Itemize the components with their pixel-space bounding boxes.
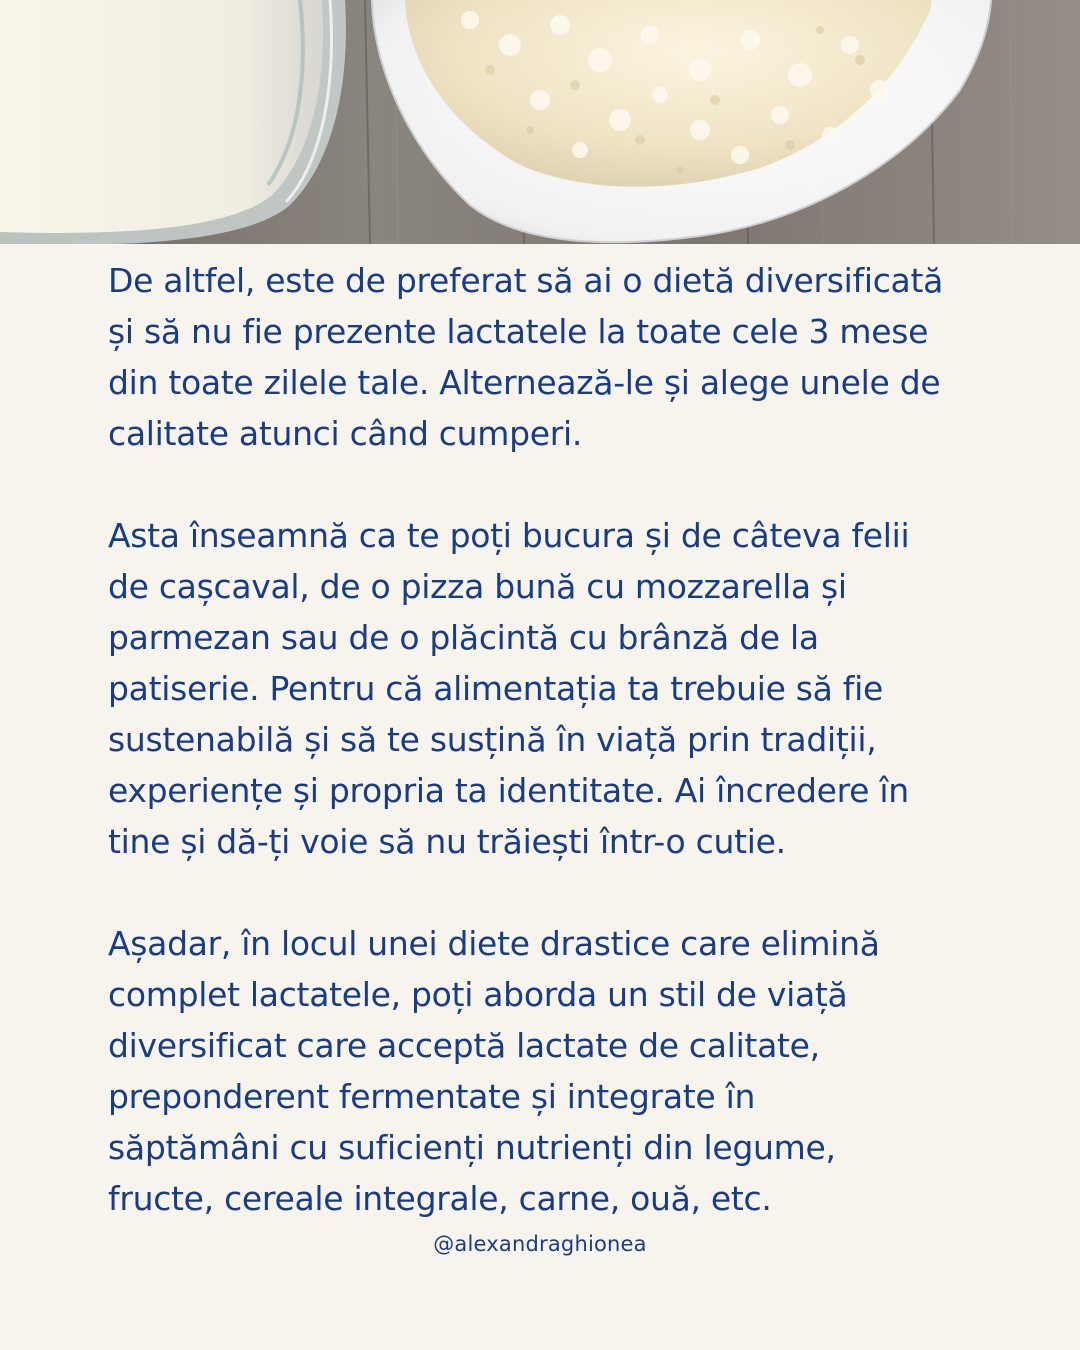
photo-illustration <box>0 0 1080 244</box>
paragraph-conclusion: Așadar, în locul unei diete drastice care elimină complet lactatele, poți aborda un stil de viață diversificat care acceptă lactate de calitate, preponderent fermentate și integrate în săptămâni cu suficienți nutrienți din legume, fructe, cereale integrale, carne, ouă, etc. <box>108 924 880 1218</box>
article-text <box>108 255 1008 1224</box>
paragraph-enjoy-cheese: Asta înseamnă ca te poți bucura și de câteva felii de cașcaval, de o pizza bună cu mozzarella și parmezan sau de o plăcintă cu brânză de la patiserie. Pentru că alimentația ta trebuie să fie sustenabilă și să te susțină în viață prin tradiții, experiențe și propria ta identitate. Ai încredere în tine și dă-ți voie să nu trăiești într-o cutie. <box>108 516 910 861</box>
milk-and-cottage-cheese-photo <box>0 0 1080 244</box>
author-handle: @alexandraghionea <box>433 1232 647 1256</box>
paragraph-dairy-diversity: De altfel, este de preferat să ai o dietă diversificată și să nu fie prezente lactatele la toate cele 3 mese din toate zilele tale. Alternează-le și alege unele de calitate atunci când cumperi. <box>108 261 944 453</box>
